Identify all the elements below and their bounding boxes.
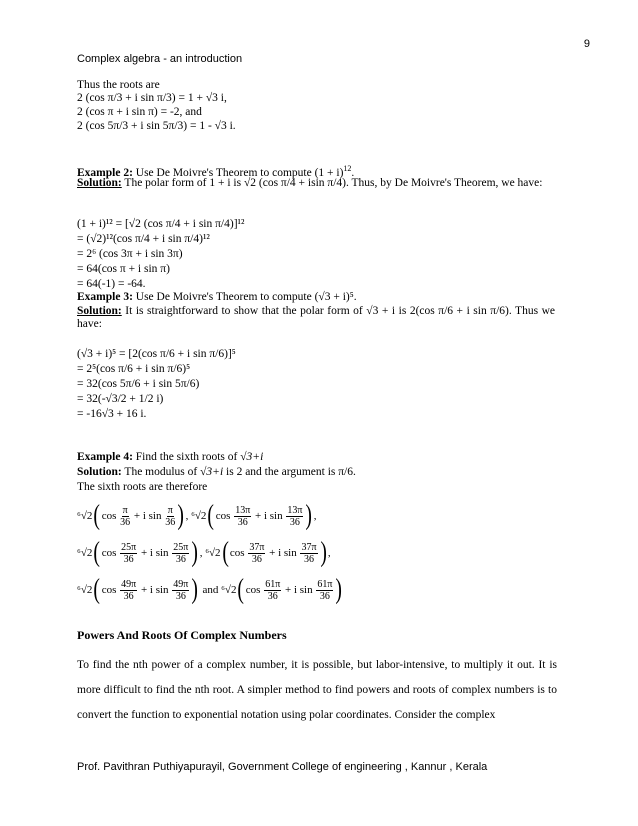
root-1: 2 (cos π/3 + i sin π/3) = 1 + √3 i, xyxy=(77,92,227,104)
formula-row: ⁶√2 ( cos $\frac{25\pi}{36}$ + i sin $\frac{25\pi}{36}$ ) , ⁶√2 ( cos $\frac{37\pi}{36}$ + i sin $\frac{37\pi}{36}$ ) , xyxy=(77,537,331,568)
example-3-solution: Solution: It is straightforward to show that the polar form of √3 + i is 2(cos π/6 + i sin π/6). Thus we have: xyxy=(77,305,555,330)
example-2-step: (1 + i)¹² = [√2 (cos π/4 + i sin π/4)]¹² xyxy=(77,218,245,230)
formula-row: ⁶√2 ( cos $\frac{\pi}{36}$ + i sin $\frac{\pi}{36}$ ) , ⁶√2 ( cos $\frac{13\pi}{36}$ + i sin $\frac{13\pi}{36}$ ) , xyxy=(77,500,317,531)
formula-row: ⁶√2 ( cos $\frac{49\pi}{36}$ + i sin $\frac{49\pi}{36}$ ) and ⁶√2 ( cos $\frac{61\pi}{36}$ + i sin $\frac{61\pi}{36}$ ) xyxy=(77,574,343,605)
example-3-step: = 32(cos 5π/6 + i sin 5π/6) xyxy=(77,378,200,390)
roots-intro-line: Thus the roots are xyxy=(77,79,160,91)
example-4-roots-intro: The sixth roots are therefore xyxy=(77,481,208,493)
example-2-label: Example 2: xyxy=(77,166,133,179)
example-2-step: = 64(-1) = -64. xyxy=(77,278,146,290)
example-3-step: = -16√3 + 16 i. xyxy=(77,408,147,420)
section-heading: Powers And Roots Of Complex Numbers xyxy=(77,628,287,642)
example-2-statement: Example 2: Use De Moivre's Theorem to compute $(1 + i)^{12}$. xyxy=(77,164,355,179)
running-header: Complex algebra - an introduction xyxy=(77,53,243,65)
example-2-step: = 2⁶ (cos 3π + i sin 3π) xyxy=(77,248,183,260)
sixth-roots-formula xyxy=(77,498,377,610)
example-3-statement: Example 3: Use De Moivre's Theorem to compute (√3 + i)⁵. xyxy=(77,291,357,303)
example-3-step: = 2⁵(cos π/6 + i sin π/6)⁵ xyxy=(77,363,191,375)
example-4-solution: Solution: The modulus of √3+i is 2 and the argument is π/6. xyxy=(77,466,356,478)
solution-label: Solution: xyxy=(77,305,122,317)
root-3: 2 (cos 5π/3 + i sin 5π/3) = 1 - √3 i. xyxy=(77,120,236,132)
page-footer: Prof. Pavithran Puthiyapurayil, Government College of engineering , Kannur , Kerala xyxy=(77,761,488,773)
example-3-label: Example 3: xyxy=(77,291,133,303)
solution-label: Solution: xyxy=(77,177,122,189)
section-paragraph: To find the nth power of a complex number, it is possible, but labor-intensive, to multiply it out. It is more difficult to find the nth root. A simpler method to find powers and roots of complex numbers is to convert the function to exponential notation using polar coordinates. Consider the complex xyxy=(77,659,557,721)
example-3-step: (√3 + i)⁵ = [2(cos π/6 + i sin π/6)]⁵ xyxy=(77,348,236,360)
example-4-label: Example 4: xyxy=(77,451,133,463)
example-2-solution: Solution: The polar form of 1 + i is √2 (cos π/4 + isin π/4). Thus, by De Moivre's Theorem, we have: xyxy=(77,177,543,189)
solution-label: Solution: xyxy=(77,466,122,478)
example-2-step: = 64(cos π + i sin π) xyxy=(77,263,170,275)
example-2-step: = (√2)¹²(cos π/4 + i sin π/4)¹² xyxy=(77,233,210,245)
example-4-statement: Example 4: Find the sixth roots of √3+i xyxy=(77,451,264,463)
root-2: 2 (cos π + i sin π) = -2, and xyxy=(77,106,202,118)
page-number: 9 xyxy=(583,38,590,50)
example-3-step: = 32(-√3/2 + 1/2 i) xyxy=(77,393,164,405)
